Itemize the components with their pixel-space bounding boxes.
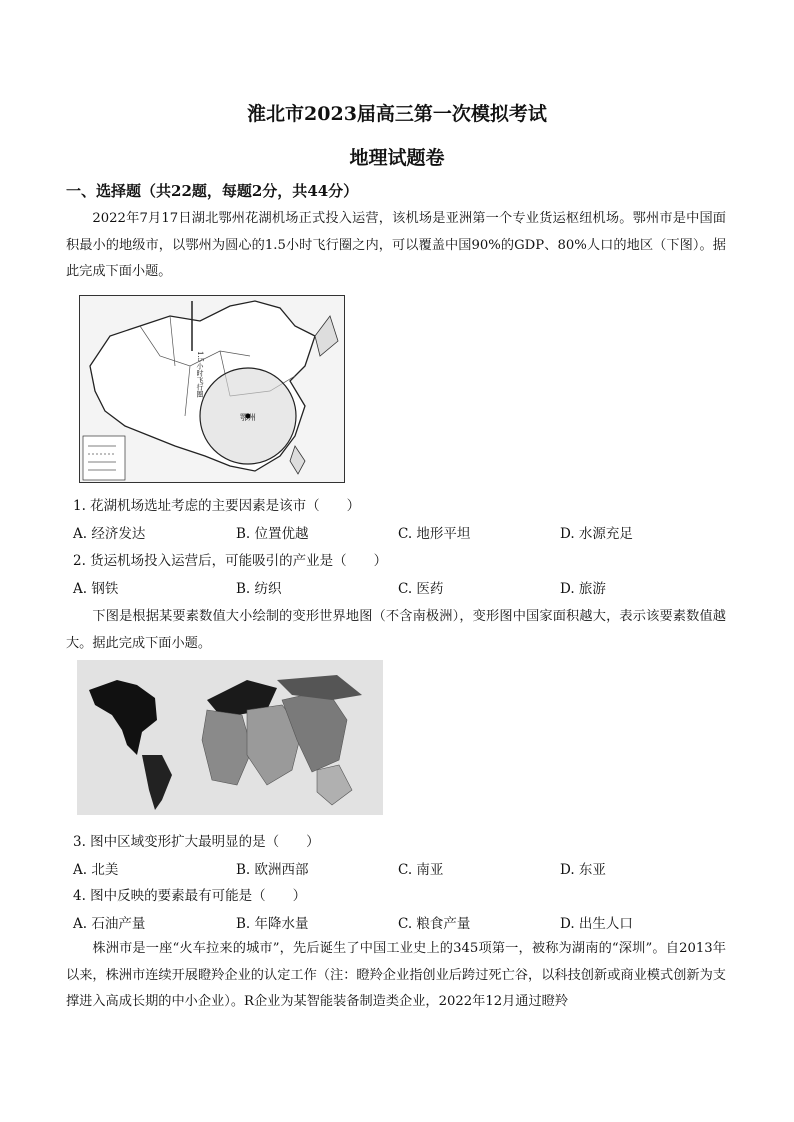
q1-option-c[interactable]: C. 地形平坦 xyxy=(398,526,471,542)
china-map-illustration xyxy=(80,296,344,482)
q2-option-b[interactable]: B. 纺织 xyxy=(236,581,282,597)
question-4-stem: 4. 图中反映的要素最有可能是（ ） xyxy=(73,888,307,904)
page-title: 淮北市2023届高三第一次模拟考试 xyxy=(247,103,547,125)
page-subtitle: 地理试题卷 xyxy=(349,147,445,169)
city-label: 鄂州 xyxy=(240,413,256,422)
question-1-stem: 1. 花湖机场选址考虑的主要因素是该市（ ） xyxy=(73,498,361,514)
ring-label: 1.5小时飞行圈 xyxy=(196,351,204,398)
q2-option-a[interactable]: A. 钢铁 xyxy=(73,581,119,597)
q3-option-a[interactable]: A. 北美 xyxy=(73,862,119,878)
passage-1: 2022年7月17日湖北鄂州花湖机场正式投入运营，该机场是亚洲第一个专业货运枢纽机场。鄂州市是中国面积最小的地级市，以鄂州为圆心的1.5小时飞行圈之内，可以覆盖中国90%的GDP、80%人口的地区（下图）。据此完成下面小题。 xyxy=(66,211,726,279)
world-cartogram-figure xyxy=(77,660,383,815)
q3-option-c[interactable]: C. 南亚 xyxy=(398,862,444,878)
q4-option-b[interactable]: B. 年降水量 xyxy=(236,916,309,932)
q4-option-a[interactable]: A. 石油产量 xyxy=(73,916,146,932)
q4-option-d[interactable]: D. 出生人口 xyxy=(560,916,633,932)
passage-2: 下图是根据某要素数值大小绘制的变形世界地图（不含南极洲），变形图中国家面积越大，表示该要素数值越大。据此完成下面小题。 xyxy=(66,609,726,651)
q2-option-c[interactable]: C. 医药 xyxy=(398,581,444,597)
q2-option-d[interactable]: D. 旅游 xyxy=(560,581,606,597)
q1-option-b[interactable]: B. 位置优越 xyxy=(236,526,309,542)
q1-option-d[interactable]: D. 水源充足 xyxy=(560,526,633,542)
passage-3: 株洲市是一座“火车拉来的城市”，先后诞生了中国工业史上的345项第一，被称为湖南的“深圳”。自2013年以来，株洲市连续开展瞪羚企业的认定工作（注：瞪羚企业指创业后跨过死亡谷，以科技创新或商业模式创新为支撑进入高成长期的中小企业）。R企业为某智能装备制造类企业，2022年12月通过瞪羚 xyxy=(66,941,726,1009)
question-2-stem: 2. 货运机场投入运营后，可能吸引的产业是（ ） xyxy=(73,553,388,569)
q1-option-a[interactable]: A. 经济发达 xyxy=(73,526,146,542)
q3-option-b[interactable]: B. 欧洲西部 xyxy=(236,862,309,878)
q4-option-c[interactable]: C. 粮食产量 xyxy=(398,916,471,932)
q3-option-d[interactable]: D. 东亚 xyxy=(560,862,606,878)
world-cartogram-illustration xyxy=(77,660,383,815)
china-map-figure xyxy=(79,295,345,483)
question-3-stem: 3. 图中区域变形扩大最明显的是（ ） xyxy=(73,834,320,850)
section-heading: 一、选择题（共22题，每题2分，共44分） xyxy=(66,182,359,200)
